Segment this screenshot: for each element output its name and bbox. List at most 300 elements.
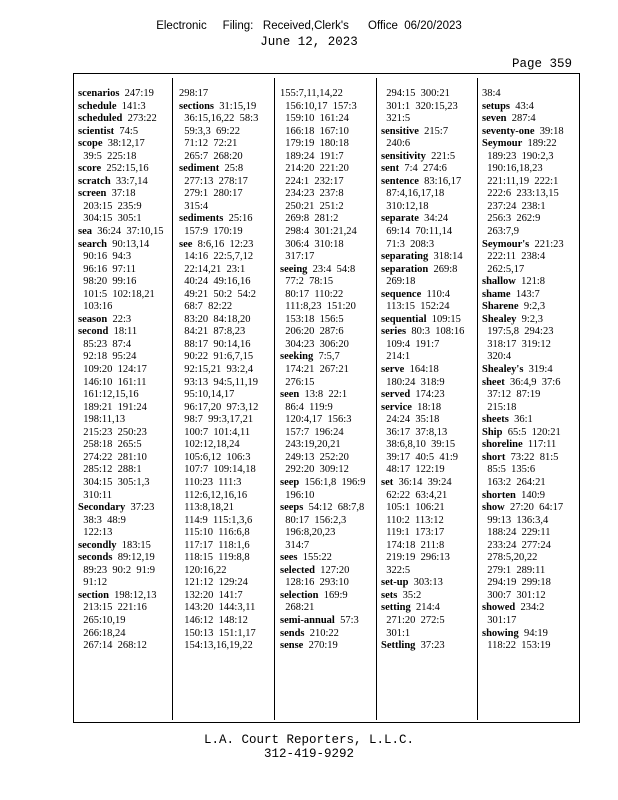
index-line [78, 414, 170, 427]
index-line [482, 628, 574, 641]
index-page-refs: 90:22 91:6,7,15 [179, 351, 254, 363]
index-term: Seymour's [482, 238, 530, 250]
index-line [381, 163, 473, 176]
index-line [78, 176, 170, 189]
index-term: sense [280, 640, 304, 652]
index-line [179, 377, 271, 390]
index-line [381, 239, 473, 252]
index-line [482, 615, 574, 628]
index-page-refs: 319:4 [523, 364, 553, 376]
index-page-refs: 107:7 109:14,18 [179, 464, 256, 476]
index-term: seeing [280, 263, 308, 275]
index-line [381, 452, 473, 465]
index-page-refs: 54:12 68:7,8 [303, 502, 365, 514]
index-page-refs: 119:1 173:17 [381, 527, 445, 539]
index-page-refs: 43:4 [510, 100, 534, 112]
index-page-refs: 174:21 267:21 [280, 364, 349, 376]
index-line [280, 188, 372, 201]
index-page-refs: 65:5 120:21 [502, 426, 561, 438]
index-term: separation [381, 263, 429, 275]
index-page-refs: 273:22 [122, 113, 157, 125]
index-line [381, 414, 473, 427]
index-page-refs: 88:17 90:14,16 [179, 338, 251, 350]
index-line [381, 377, 473, 390]
index-page-refs: 279:1 280:17 [179, 188, 243, 200]
index-page-refs: 156:1,8 196:9 [299, 476, 366, 488]
index-term: Sharene [482, 301, 519, 313]
index-line [381, 640, 473, 653]
index-line [280, 364, 372, 377]
index-page-refs: 80:17 110:22 [280, 288, 344, 300]
index-term: Shealey's [482, 364, 524, 376]
page-number: Page 359 [511, 57, 572, 71]
index-line [280, 176, 372, 189]
index-page-refs: 179:19 180:18 [280, 138, 349, 150]
index-page-refs: 274:22 281:10 [78, 451, 147, 463]
index-line [381, 314, 473, 327]
index-line [78, 351, 170, 364]
index-term: showing [482, 627, 519, 639]
index-page-refs: 214:20 221:20 [280, 163, 349, 175]
index-page-refs: 13:8 22:1 [299, 389, 348, 401]
index-term: schedule [78, 100, 117, 112]
index-line [482, 452, 574, 465]
index-line [179, 188, 271, 201]
index-term: scratch [78, 175, 111, 187]
index-page-refs: 110:2 113:12 [381, 514, 444, 526]
index-page-refs: 154:13,16,19,22 [179, 640, 253, 652]
index-line [179, 364, 271, 377]
index-page-refs: 256:3 262:9 [482, 213, 541, 225]
index-page-refs: 174:18 211:8 [381, 539, 445, 551]
index-line [179, 151, 271, 164]
index-line [179, 126, 271, 139]
index-page-refs: 180:24 318:9 [381, 376, 445, 388]
index-page-refs: 267:14 268:12 [78, 640, 147, 652]
index-line [179, 239, 271, 252]
index-page-refs: 36:15,16,22 58:3 [179, 113, 259, 125]
index-line [381, 628, 473, 641]
index-page-refs: 268:21 [280, 602, 315, 614]
index-term: service [381, 401, 412, 413]
index-page-refs: 48:17 122:19 [381, 464, 445, 476]
index-line [381, 126, 473, 139]
index-page-refs: 304:15 305:1 [78, 213, 142, 225]
index-page-refs: 224:1 232:17 [280, 175, 344, 187]
index-line [78, 640, 170, 653]
index-line [482, 301, 574, 314]
index-page-refs: 38:3 48:9 [78, 514, 126, 526]
index-line [179, 515, 271, 528]
reporter-phone: 312-419-9292 [263, 747, 354, 761]
index-term: Ship [482, 426, 503, 438]
index-line [280, 276, 372, 289]
column-divider [172, 78, 173, 720]
index-page-refs: 36:1 [508, 414, 533, 426]
index-term: seeking [280, 351, 314, 363]
index-line [482, 590, 574, 603]
index-page-refs: 300:7 301:12 [482, 589, 546, 601]
index-line [179, 213, 271, 226]
index-term: show [482, 502, 505, 514]
index-term: scientist [78, 125, 115, 137]
index-line [482, 151, 574, 164]
index-page-refs: 113:8,18,21 [179, 502, 235, 514]
index-line [280, 628, 372, 641]
index-column-3 [280, 88, 372, 653]
index-line [179, 464, 271, 477]
index-term: seeps [280, 502, 304, 514]
index-page-refs: 279:1 289:11 [482, 564, 546, 576]
index-page-refs: 315:4 [179, 200, 209, 212]
index-term: selection [280, 589, 319, 601]
index-line [280, 326, 372, 339]
index-page-refs: 110:4 [421, 288, 451, 300]
index-term: sea [78, 226, 92, 238]
index-page-refs: 36:17 37:8,13 [381, 426, 448, 438]
index-page-refs: 98:20 99:16 [78, 276, 137, 288]
index-page-refs: 164:18 [404, 364, 439, 376]
index-line [78, 389, 170, 402]
index-page-refs: 262:5,17 [482, 263, 525, 275]
index-line [280, 301, 372, 314]
index-line [280, 490, 372, 503]
index-line [482, 464, 574, 477]
index-page-refs: 221:5 [425, 150, 456, 162]
index-line [78, 377, 170, 390]
index-page-refs: 39:5 225:18 [78, 150, 137, 162]
index-page-refs: 221:11,19 222:1 [482, 175, 559, 187]
index-line [179, 602, 271, 615]
index-page-refs: 117:17 118:1,6 [179, 539, 250, 551]
index-page-refs: 128:16 293:10 [280, 577, 349, 589]
index-page-refs: 113:15 152:24 [381, 301, 450, 313]
index-page-refs: 118:22 153:19 [482, 640, 551, 652]
index-line [78, 251, 170, 264]
index-line [280, 113, 372, 126]
index-page-refs: 37:23 [125, 502, 155, 514]
index-line [179, 176, 271, 189]
index-line [280, 602, 372, 615]
index-page-refs: 98:7 99:3,17,21 [179, 414, 254, 426]
index-line [179, 527, 271, 540]
index-page-refs: 109:4 191:7 [381, 338, 440, 350]
index-term: score [78, 163, 102, 175]
index-line [482, 113, 574, 126]
index-line [179, 201, 271, 214]
index-page-refs: 298:4 301:21,24 [280, 226, 357, 238]
index-line [78, 628, 170, 641]
index-line [179, 615, 271, 628]
index-page-refs: 7:4 274:6 [399, 163, 447, 175]
index-line [280, 351, 372, 364]
index-page-refs: 89:23 90:2 91:9 [78, 564, 156, 576]
index-term: screen [78, 188, 107, 200]
index-term: shame [482, 288, 511, 300]
index-line [280, 251, 372, 264]
index-page-refs: 206:20 287:6 [280, 326, 344, 338]
index-page-refs: 146:10 161:11 [78, 376, 147, 388]
index-page-refs: 294:15 300:21 [381, 88, 450, 99]
index-line [381, 289, 473, 302]
index-page-refs: 73:22 81:5 [505, 451, 559, 463]
index-line [280, 226, 372, 239]
index-page-refs: 95:10,14,17 [179, 389, 235, 401]
index-line [280, 163, 372, 176]
index-line [381, 138, 473, 151]
index-page-refs: 80:3 108:16 [406, 326, 465, 338]
index-line [78, 314, 170, 327]
index-page-refs: 317:17 [280, 251, 315, 263]
index-page-refs: 258:18 265:5 [78, 439, 142, 451]
index-page-refs: 27:20 64:17 [504, 502, 564, 514]
index-page-refs: 77:2 78:15 [280, 276, 334, 288]
index-line [280, 201, 372, 214]
index-page-refs: 85:23 87:4 [78, 338, 132, 350]
index-line [381, 351, 473, 364]
index-page-refs: 247:19 [119, 88, 154, 99]
index-page-refs: 294:19 299:18 [482, 577, 551, 589]
index-line [482, 314, 574, 327]
index-line [78, 540, 170, 553]
index-page-refs: 117:11 [522, 439, 557, 451]
index-page-refs: 141:3 [116, 100, 146, 112]
index-line [78, 477, 170, 490]
index-page-refs: 306:4 310:18 [280, 238, 344, 250]
index-page-refs: 183:15 [116, 539, 151, 551]
index-line [179, 590, 271, 603]
index-term: sections [179, 100, 214, 112]
index-line [482, 402, 574, 415]
index-page-refs: 85:5 135:6 [482, 464, 536, 476]
index-term: shoreline [482, 439, 523, 451]
index-line [381, 101, 473, 114]
index-line [179, 502, 271, 515]
index-page-refs: 7:5,7 [313, 351, 340, 363]
index-line [381, 527, 473, 540]
index-page-refs: 111:8,23 151:20 [280, 301, 356, 313]
index-page-refs: 174:23 [410, 389, 445, 401]
index-line [381, 615, 473, 628]
index-line [482, 251, 574, 264]
index-page-refs: 240:6 [381, 138, 411, 150]
index-line [482, 88, 574, 101]
index-page-refs: 301:1 [381, 627, 411, 639]
index-line [482, 163, 574, 176]
index-page-refs: 169:9 [318, 589, 348, 601]
index-term: shallow [482, 276, 516, 288]
index-line [179, 88, 271, 101]
index-term: Shealey [482, 313, 517, 325]
index-page-refs: 115:10 116:6,8 [179, 527, 250, 539]
index-line [78, 126, 170, 139]
index-term: Settling [381, 640, 416, 652]
index-line [280, 590, 372, 603]
index-page-refs: 318:14 [428, 251, 463, 263]
index-page-refs: 86:4 119:9 [280, 401, 333, 413]
index-page-refs: 103:16 [78, 301, 113, 313]
index-line [179, 628, 271, 641]
index-page-refs: 269:8 281:2 [280, 213, 339, 225]
index-line [482, 477, 574, 490]
index-term: setting [381, 602, 411, 614]
index-line [482, 540, 574, 553]
index-page-refs: 233:24 277:24 [482, 539, 551, 551]
index-line [280, 264, 372, 277]
index-term: showed [482, 602, 516, 614]
index-page-refs: 285:12 288:1 [78, 464, 142, 476]
index-line [78, 615, 170, 628]
index-line [381, 439, 473, 452]
index-line [381, 515, 473, 528]
index-page-refs: 270:19 [303, 640, 338, 652]
index-page-refs: 127:20 [314, 564, 350, 576]
index-term: seventy-one [482, 125, 535, 137]
index-page-refs: 91:12 [78, 577, 108, 589]
index-page-refs: 203:15 235:9 [78, 200, 142, 212]
index-line [482, 326, 574, 339]
index-line [78, 577, 170, 590]
index-page-refs: 105:1 106:21 [381, 502, 445, 514]
index-line [78, 590, 170, 603]
index-page-refs: 87:4,16,17,18 [381, 188, 445, 200]
index-line [280, 414, 372, 427]
index-page-refs: 90:16 94:3 [78, 251, 132, 263]
index-page-refs: 37:18 [106, 188, 136, 200]
index-page-refs: 35:2 [397, 589, 422, 601]
index-page-refs: 214:1 [381, 351, 411, 363]
index-page-refs: 23:4 54:8 [307, 263, 356, 275]
index-line [179, 138, 271, 151]
index-line [280, 527, 372, 540]
index-term: sediments [179, 213, 224, 225]
index-page-refs: 292:20 309:12 [280, 464, 349, 476]
index-line [381, 402, 473, 415]
index-line [280, 577, 372, 590]
index-term: semi-annual [280, 614, 335, 626]
index-line [78, 226, 170, 239]
index-line [381, 88, 473, 101]
index-line [381, 477, 473, 490]
index-page-refs: 155:22 [297, 552, 332, 564]
index-page-refs: 198:11,13 [78, 414, 126, 426]
index-page-refs: 271:20 272:5 [381, 614, 445, 626]
index-page-refs: 222:11 238:4 [482, 251, 546, 263]
index-term: sediment [179, 163, 220, 175]
index-page-refs: 215:18 [482, 401, 517, 413]
index-line [482, 364, 574, 377]
index-line [280, 101, 372, 114]
column-divider [477, 78, 478, 720]
index-term: scheduled [78, 113, 123, 125]
index-term: sheet [482, 376, 505, 388]
index-line [78, 552, 170, 565]
index-page-refs: 265:10,19 [78, 614, 126, 626]
index-line [280, 640, 372, 653]
index-line [381, 201, 473, 214]
index-page-refs: 234:23 237:8 [280, 188, 344, 200]
index-term: seep [280, 476, 300, 488]
index-page-refs: 210:22 [304, 627, 339, 639]
index-line [482, 176, 574, 189]
index-page-refs: 159:10 161:24 [280, 113, 349, 125]
index-page-refs: 215:7 [418, 125, 449, 137]
index-term: set [381, 476, 394, 488]
index-page-refs: 96:17,20 97:3,12 [179, 401, 259, 413]
index-line [381, 565, 473, 578]
index-page-refs: 252:15,16 [101, 163, 149, 175]
index-line [179, 226, 271, 239]
index-page-refs: 276:15 [280, 376, 315, 388]
index-line [280, 289, 372, 302]
index-line [381, 251, 473, 264]
index-line [381, 427, 473, 440]
index-page-refs: 140:9 [515, 489, 546, 501]
index-line [179, 163, 271, 176]
index-term: Secondary [78, 502, 126, 514]
index-page-refs: 9:2,3 [516, 313, 543, 325]
index-line [482, 351, 574, 364]
index-term: sequential [381, 313, 427, 325]
index-line [482, 264, 574, 277]
index-line [280, 427, 372, 440]
index-line [280, 339, 372, 352]
index-line [78, 515, 170, 528]
index-page-refs: 298:17 [179, 88, 209, 99]
index-line [179, 264, 271, 277]
index-term: sees [280, 552, 298, 564]
index-page-refs: 161:12,15,16 [78, 389, 139, 401]
index-line [280, 502, 372, 515]
index-page-refs: 269:18 [381, 276, 416, 288]
index-page-refs: 250:21 251:2 [280, 200, 344, 212]
index-page-refs: 190:16,18,23 [482, 163, 543, 175]
index-term: separate [381, 213, 419, 225]
index-line [78, 364, 170, 377]
index-page-refs: 322:5 [381, 564, 411, 576]
index-page-refs: 157:9 170:19 [179, 226, 243, 238]
index-line [381, 151, 473, 164]
index-term: sentence [381, 175, 419, 187]
index-line [280, 213, 372, 226]
index-page-refs: 266:18,24 [78, 627, 126, 639]
index-term: shorten [482, 489, 516, 501]
index-column-5 [482, 88, 574, 653]
index-page-refs: 40:24 49:16,16 [179, 276, 251, 288]
index-term: sensitivity [381, 150, 426, 162]
index-line [482, 339, 574, 352]
index-page-refs: 234:2 [515, 602, 545, 614]
index-term: sheets [482, 414, 509, 426]
index-page-refs: 269:8 [428, 263, 458, 275]
reporter-name: L.A. Court Reporters, L.L.C. [203, 733, 415, 747]
index-page-refs: 71:12 72:21 [179, 138, 238, 150]
index-line [280, 615, 372, 628]
index-page-refs: 39:18 [534, 125, 564, 137]
index-line [78, 452, 170, 465]
index-page-refs: 155:7,11,14,22 [280, 88, 343, 99]
index-line [381, 339, 473, 352]
index-page-refs: 243:19,20,21 [280, 439, 341, 451]
index-line [482, 188, 574, 201]
index-term: season [78, 313, 108, 325]
index-line [482, 577, 574, 590]
index-page-refs: 92:15,21 93:2,4 [179, 364, 254, 376]
index-page-refs: 36:14 39:24 [393, 476, 452, 488]
index-line [482, 138, 574, 151]
index-term: section [78, 589, 109, 601]
index-column-1 [78, 88, 170, 653]
